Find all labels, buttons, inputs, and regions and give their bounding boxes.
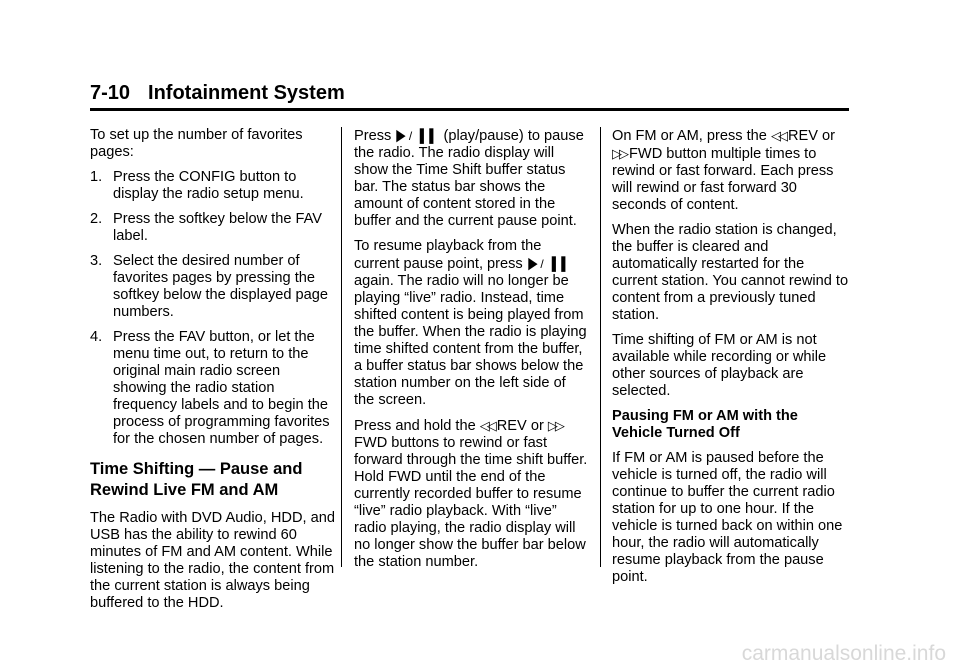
column-1: [90, 127, 335, 620]
watermark: carmanualsonline.info: [741, 642, 946, 665]
column-2: [354, 127, 590, 579]
paragraph: If FM or AM is paused before the vehicle is turned off, the radio will continue to buffer the current radio station for up to one hour. If the vehicle is turned back on within one hour, the radio will automatically resume playback from the pause point.: [612, 450, 843, 585]
pause-icon: ❚❚: [417, 127, 437, 144]
intro-paragraph: To set up the number of favorites pages:: [90, 127, 303, 160]
fast-forward-icon: ▷▷: [612, 146, 626, 161]
rewind-icon: ◁◁: [479, 418, 494, 433]
paragraph: Press ▶ / ❚❚ (play/pause) to pause the radio. The radio display will show the Time Shift buffer status bar. The status bar shows the amount of content stored in the buffer and the current pause point.: [354, 127, 584, 229]
rewind-icon: ◁◁: [770, 128, 785, 143]
fast-forward-icon: ▷▷: [547, 418, 562, 433]
paragraph: Time shifting of FM or AM is not available while recording or while other sources of playback are selected.: [612, 332, 827, 399]
section-heading: Time Shifting — Pause and Rewind Live FM and AM: [90, 460, 303, 499]
play-icon: ▶: [528, 255, 537, 272]
paragraph: On FM or AM, press the ◁◁ REV or ▷▷ FWD button multiple times to rewind or fast forward. Each press will rewind or fast forward 30 seconds of content.: [612, 128, 836, 213]
paragraph: Press and hold the ◁◁ REV or ▷▷ FWD buttons to rewind or fast forward through the time shift buffer. Hold FWD until the end of the currently recorded buffer to resume “live” radio playback. With “live” radio playing, the radio display will no longer show the buffer bar below the station number.: [354, 418, 588, 570]
play-icon: ▶: [396, 127, 406, 144]
page-number: 7-10: [90, 82, 131, 104]
pause-icon: ❚❚: [548, 255, 568, 272]
paragraph: When the radio station is changed, the buffer is cleared and automatically restarted for the current station. You cannot rewind to content from a previously tuned station.: [612, 222, 849, 323]
paragraph: To resume playback from the current pause point, press ▶ / ❚❚ again. The radio will no longer be playing “live” radio. Instead, time shifted content is being played from the buffer. When the radio is playing time shifted content from the buffer, a buffer status bar shows below the station number on the left side of the screen.: [354, 238, 587, 408]
header-rule: [90, 108, 849, 111]
list-item: 1. Press the CONFIG button to display the radio setup menu.: [90, 169, 304, 202]
column-divider: [600, 127, 601, 567]
column-3: [612, 127, 852, 594]
list-item: 3. Select the desired number of favorites pages by pressing the softkey below the displayed page numbers.: [90, 253, 328, 320]
list-item: 2. Press the softkey below the FAV label.: [90, 211, 323, 244]
page-header: [90, 82, 345, 105]
list-item: 4. Press the FAV button, or let the menu time out, to return to the original main radio screen showing the radio station frequency labels and to begin the process of programming favorites for the chosen number of pages.: [90, 329, 330, 447]
subheading: Pausing FM or AM with the Vehicle Turned Off: [612, 408, 798, 441]
page-title: Infotainment System: [148, 82, 345, 104]
column-divider: [341, 127, 342, 567]
steps-list: [90, 169, 335, 448]
section-paragraph: The Radio with DVD Audio, HDD, and USB has the ability to rewind 60 minutes of FM and AM content. While listening to the radio, the content from the current station is always being buffered to the HDD.: [90, 510, 335, 611]
